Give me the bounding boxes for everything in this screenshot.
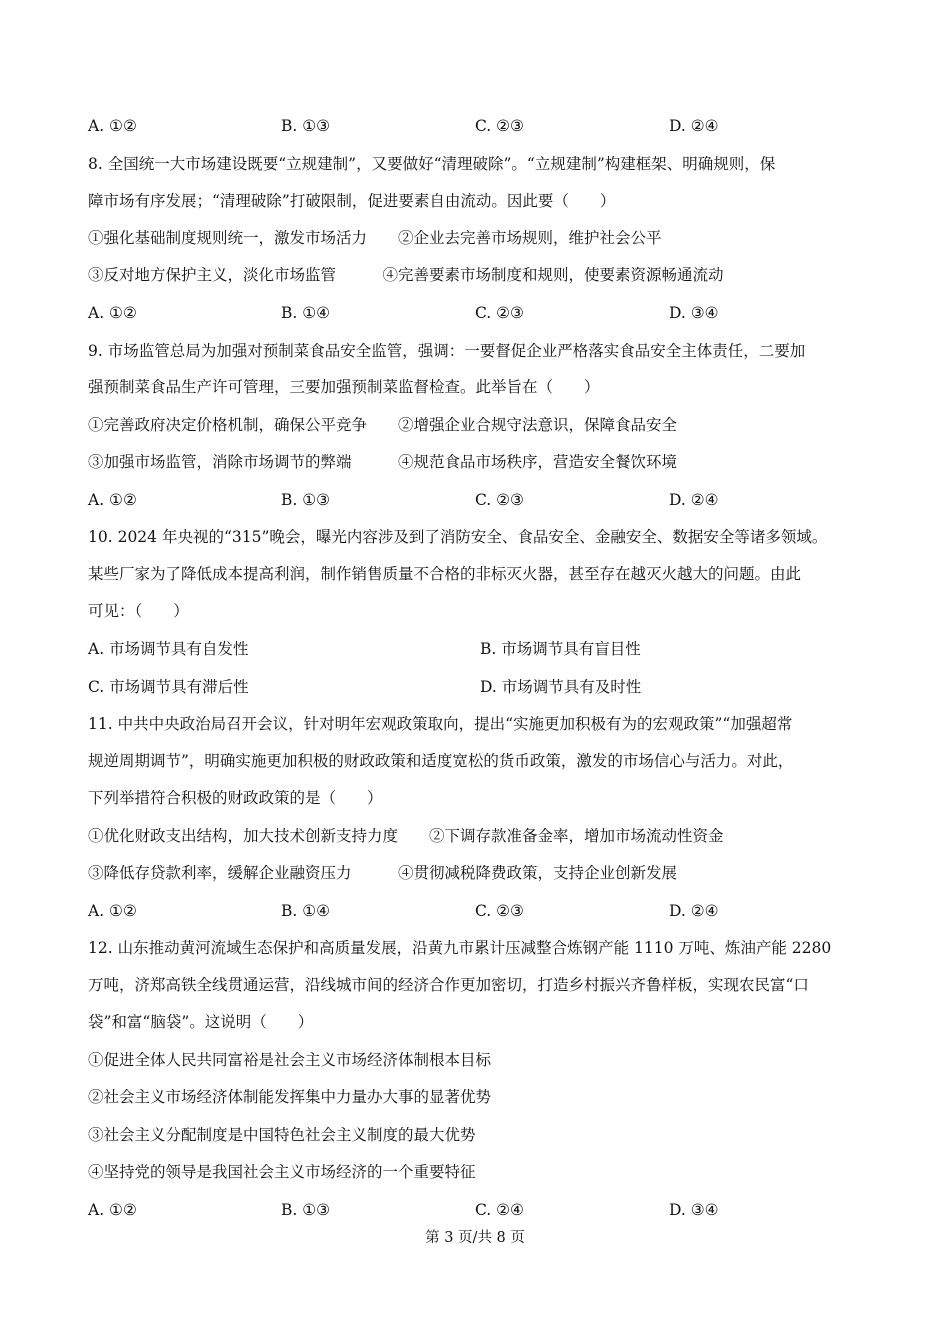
q10-option-b: B. 市场调节具有盲目性: [480, 640, 641, 658]
page-number: 第 3 页/共 8 页: [425, 1230, 525, 1246]
q7-option-c: C. ②③: [475, 117, 524, 135]
q9-stem-line-1: 9. 市场监管总局为加强对预制菜食品安全监管，强调：一要督促企业严格落实食品安全主体责任，二要加: [88, 342, 806, 360]
q11-stem-line-3: 下列举措符合积极的财政政策的是（ ）: [88, 789, 383, 807]
q8-option-b: B. ①④: [281, 304, 331, 322]
q12-statement-1: ①促进全体人民共同富裕是社会主义市场经济体制根本目标: [88, 1051, 492, 1069]
q11-option-a: A. ①②: [88, 902, 137, 920]
q7-option-b: B. ①③: [281, 117, 331, 135]
q11-stem-line-1: 11. 中共中央政治局召开会议，针对明年宏观政策取向，提出“实施更加积极有为的宏观政策”“加强超常: [88, 715, 793, 733]
q9-option-a: A. ①②: [88, 491, 137, 509]
q9-stem-line-2: 强预制菜食品生产许可管理，三要加强预制菜监督检查。此举旨在（ ）: [88, 378, 600, 396]
q8-option-d: D. ③④: [669, 304, 719, 322]
q11-statements-1-2: ①优化财政支出结构，加大技术创新支持力度 ②下调存款准备金率，增加市场流动性资金: [88, 827, 724, 845]
q11-option-c: C. ②③: [475, 902, 524, 920]
q9-option-b: B. ①③: [281, 491, 331, 509]
q10-option-d: D. 市场调节具有及时性: [480, 678, 642, 696]
q10-stem-line-1: 10. 2024 年央视的“315”晚会，曝光内容涉及到了消防安全、食品安全、金融安全、数据安全等诸多领域。: [88, 528, 828, 546]
q11-statements-3-4: ③降低存贷款利率，缓解企业融资压力 ④贯彻减税降费政策，支持企业创新发展: [88, 864, 678, 882]
q10-option-a: A. 市场调节具有自发性: [88, 640, 249, 658]
q8-stem-line-1: 8. 全国统一大市场建设既要“立规建制”，又要做好“清理破除”。“立规建制”构建框架、明确规则，保: [88, 155, 776, 173]
q8-statements-1-2: ①强化基础制度规则统一，激发市场活力 ②企业去完善市场规则，维护社会公平: [88, 229, 662, 247]
q9-statements-1-2: ①完善政府决定价格机制，确保公平竞争 ②增强企业合规守法意识，保障食品安全: [88, 416, 678, 434]
q7-option-d: D. ②④: [669, 117, 719, 135]
q8-option-a: A. ①②: [88, 304, 137, 322]
q8-statements-3-4: ③反对地方保护主义，淡化市场监管 ④完善要素市场制度和规则，使要素资源畅通流动: [88, 266, 724, 284]
q8-option-c: C. ②③: [475, 304, 524, 322]
q9-statements-3-4: ③加强市场监管，消除市场调节的弊端 ④规范食品市场秩序，营造安全餐饮环境: [88, 453, 678, 471]
q12-stem-line-2: 万吨，济郑高铁全线贯通运营，沿线城市间的经济合作更加密切，打造乡村振兴齐鲁样板，实现农民富“口: [88, 976, 809, 994]
q10-stem-line-2: 某些厂家为了降低成本提高利润，制作销售质量不合格的非标灭火器，甚至存在越灭火越大的问题。由此: [88, 565, 802, 583]
q12-statement-3: ③社会主义分配制度是中国特色社会主义制度的最大优势: [88, 1126, 476, 1144]
q12-option-b: B. ①③: [281, 1201, 331, 1219]
q10-option-c: C. 市场调节具有滞后性: [88, 678, 249, 696]
q9-option-d: D. ②④: [669, 491, 719, 509]
q12-stem-line-1: 12. 山东推动黄河流域生态保护和高质量发展，沿黄九市累计压减整合炼钢产能 1110 万吨、炼油产能 2280: [88, 939, 832, 957]
q8-stem-line-2: 障市场有序发展；“清理破除”打破限制，促进要素自由流动。因此要（ ）: [88, 192, 616, 210]
q10-stem-line-3: 可见：（ ）: [88, 602, 189, 620]
q7-option-a: A. ①②: [88, 117, 137, 135]
q12-option-a: A. ①②: [88, 1201, 137, 1219]
q12-option-d: D. ③④: [669, 1201, 719, 1219]
q12-option-c: C. ②④: [475, 1201, 524, 1219]
q11-stem-line-2: 规逆周期调节”，明确实施更加积极的财政政策和适度宽松的货币政策，激发的市场信心与活力。对此，: [88, 752, 794, 770]
q12-statement-4: ④坚持党的领导是我国社会主义市场经济的一个重要特征: [88, 1163, 476, 1181]
q11-option-d: D. ②④: [669, 902, 719, 920]
q12-stem-line-3: 袋”和富“脑袋”。这说明（ ）: [88, 1013, 314, 1031]
q9-option-c: C. ②③: [475, 491, 524, 509]
q12-statement-2: ②社会主义市场经济体制能发挥集中力量办大事的显著优势: [88, 1088, 492, 1106]
q11-option-b: B. ①④: [281, 902, 331, 920]
